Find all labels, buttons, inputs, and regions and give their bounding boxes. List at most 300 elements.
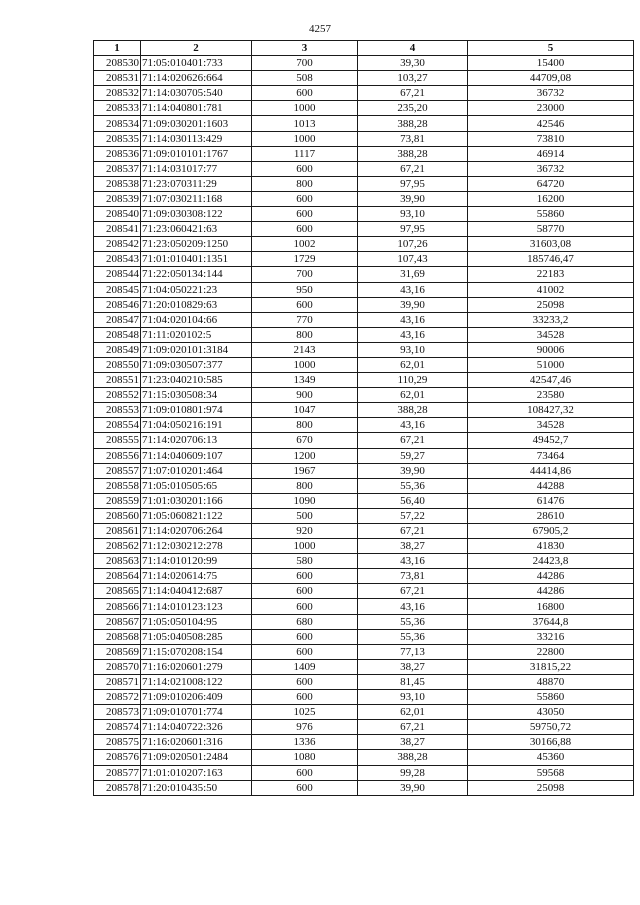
table-cell-col-2: 71:05:050104:95: [141, 614, 252, 629]
table-cell-col-4: 93,10: [358, 342, 468, 357]
table-row: [94, 659, 634, 674]
table-cell-col-2: 71:01:010207:163: [141, 765, 252, 780]
table-row: [94, 101, 634, 116]
column-header-4: 4: [358, 41, 468, 56]
table-row: [94, 418, 634, 433]
table-cell-col-1: 208551: [94, 373, 141, 388]
table-row: [94, 161, 634, 176]
table-cell-col-2: 71:22:050134:144: [141, 267, 252, 282]
table-cell-col-2: 71:16:020601:316: [141, 735, 252, 750]
table-cell-col-4: 97,95: [358, 222, 468, 237]
column-header-5: 5: [468, 41, 634, 56]
table-cell-col-1: 208534: [94, 116, 141, 131]
table-cell-col-2: 71:05:060821:122: [141, 508, 252, 523]
table-row: [94, 146, 634, 161]
table-cell-col-1: 208547: [94, 312, 141, 327]
data-table: [93, 40, 634, 796]
table-row: [94, 357, 634, 372]
table-row: [94, 71, 634, 86]
table-cell-col-2: 71:14:040722:326: [141, 720, 252, 735]
table-cell-col-1: 208567: [94, 614, 141, 629]
table-cell-col-2: 71:14:030705:540: [141, 86, 252, 101]
table-cell-col-4: 55,36: [358, 614, 468, 629]
table-cell-col-5: 51000: [468, 357, 634, 372]
table-cell-col-2: 71:09:030201:1603: [141, 116, 252, 131]
table-cell-col-4: 93,10: [358, 690, 468, 705]
table-cell-col-2: 71:05:010505:65: [141, 478, 252, 493]
table-row: [94, 342, 634, 357]
table-cell-col-4: 39,90: [358, 191, 468, 206]
table-cell-col-3: 920: [252, 524, 358, 539]
table-cell-col-5: 59568: [468, 765, 634, 780]
table-cell-col-3: 950: [252, 282, 358, 297]
table-cell-col-3: 600: [252, 86, 358, 101]
table-row: [94, 373, 634, 388]
table-cell-col-4: 388,28: [358, 403, 468, 418]
table-cell-col-3: 600: [252, 674, 358, 689]
table-cell-col-1: 208577: [94, 765, 141, 780]
table-cell-col-3: 800: [252, 176, 358, 191]
table-row: [94, 690, 634, 705]
table-cell-col-2: 71:14:040801:781: [141, 101, 252, 116]
table-row: [94, 56, 634, 71]
table-cell-col-2: 71:01:030201:166: [141, 493, 252, 508]
table-cell-col-4: 73,81: [358, 131, 468, 146]
table-cell-col-2: 71:14:010120:99: [141, 554, 252, 569]
table-cell-col-4: 67,21: [358, 584, 468, 599]
table-cell-col-3: 800: [252, 327, 358, 342]
table-cell-col-5: 33233,2: [468, 312, 634, 327]
table-cell-col-4: 57,22: [358, 508, 468, 523]
table-cell-col-3: 1349: [252, 373, 358, 388]
table-cell-col-5: 34528: [468, 327, 634, 342]
table-row: [94, 312, 634, 327]
column-header-1: 1: [94, 41, 141, 56]
table-cell-col-1: 208535: [94, 131, 141, 146]
table-row: [94, 720, 634, 735]
table-cell-col-1: 208559: [94, 493, 141, 508]
table-row: [94, 282, 634, 297]
table-cell-col-2: 71:09:030507:377: [141, 357, 252, 372]
table-cell-col-3: 1117: [252, 146, 358, 161]
table-cell-col-2: 71:07:030211:168: [141, 191, 252, 206]
table-cell-col-3: 1967: [252, 463, 358, 478]
table-row: [94, 463, 634, 478]
table-cell-col-1: 208554: [94, 418, 141, 433]
table-cell-col-3: 680: [252, 614, 358, 629]
table-cell-col-5: 22183: [468, 267, 634, 282]
table-row: [94, 448, 634, 463]
table-cell-col-2: 71:09:020101:3184: [141, 342, 252, 357]
table-cell-col-4: 55,36: [358, 478, 468, 493]
table-cell-col-5: 22800: [468, 644, 634, 659]
table-row: [94, 644, 634, 659]
table-cell-col-5: 37644,8: [468, 614, 634, 629]
table-cell-col-1: 208543: [94, 252, 141, 267]
table-cell-col-3: 1729: [252, 252, 358, 267]
table-row: [94, 222, 634, 237]
table-cell-col-1: 208548: [94, 327, 141, 342]
table-cell-col-3: 700: [252, 56, 358, 71]
table-cell-col-4: 43,16: [358, 312, 468, 327]
table-cell-col-5: 36732: [468, 161, 634, 176]
column-header-3: 3: [252, 41, 358, 56]
table-cell-col-4: 67,21: [358, 433, 468, 448]
table-cell-col-4: 388,28: [358, 146, 468, 161]
table-cell-col-4: 39,30: [358, 56, 468, 71]
table-cell-col-5: 185746,47: [468, 252, 634, 267]
table-cell-col-5: 15400: [468, 56, 634, 71]
table-cell-col-1: 208562: [94, 539, 141, 554]
table-cell-col-5: 25098: [468, 780, 634, 795]
table-cell-col-2: 71:15:030508:34: [141, 388, 252, 403]
table-cell-col-4: 62,01: [358, 388, 468, 403]
table-cell-col-2: 71:09:010701:774: [141, 705, 252, 720]
table-row: [94, 569, 634, 584]
table-cell-col-4: 73,81: [358, 569, 468, 584]
table-cell-col-2: 71:16:020601:279: [141, 659, 252, 674]
table-cell-col-1: 208540: [94, 207, 141, 222]
table-cell-col-4: 38,27: [358, 659, 468, 674]
table-cell-col-2: 71:20:010435:50: [141, 780, 252, 795]
table-cell-col-3: 1047: [252, 403, 358, 418]
table-row: [94, 267, 634, 282]
table-cell-col-1: 208571: [94, 674, 141, 689]
table-cell-col-1: 208565: [94, 584, 141, 599]
table-row: [94, 388, 634, 403]
table-cell-col-1: 208542: [94, 237, 141, 252]
table-cell-col-3: 800: [252, 478, 358, 493]
table-cell-col-1: 208541: [94, 222, 141, 237]
table-body: [94, 56, 634, 796]
table-cell-col-5: 41830: [468, 539, 634, 554]
table-cell-col-4: 43,16: [358, 554, 468, 569]
table-cell-col-1: 208539: [94, 191, 141, 206]
table-cell-col-5: 16200: [468, 191, 634, 206]
table-cell-col-3: 600: [252, 222, 358, 237]
table-row: [94, 131, 634, 146]
table-cell-col-2: 71:14:031017:77: [141, 161, 252, 176]
table-row: [94, 297, 634, 312]
table-cell-col-1: 208530: [94, 56, 141, 71]
table-cell-col-1: 208574: [94, 720, 141, 735]
table-row: [94, 599, 634, 614]
table-cell-col-1: 208531: [94, 71, 141, 86]
table-cell-col-5: 108427,32: [468, 403, 634, 418]
table-row: [94, 584, 634, 599]
table-cell-col-4: 67,21: [358, 161, 468, 176]
table-cell-col-5: 25098: [468, 297, 634, 312]
table-cell-col-3: 580: [252, 554, 358, 569]
table-cell-col-4: 99,28: [358, 765, 468, 780]
table-cell-col-3: 600: [252, 191, 358, 206]
table-cell-col-2: 71:23:060421:63: [141, 222, 252, 237]
table-cell-col-4: 107,26: [358, 237, 468, 252]
table-cell-col-3: 600: [252, 584, 358, 599]
table-cell-col-4: 81,45: [358, 674, 468, 689]
table-cell-col-4: 103,27: [358, 71, 468, 86]
table-cell-col-3: 600: [252, 629, 358, 644]
table-cell-col-1: 208537: [94, 161, 141, 176]
table-cell-col-5: 64720: [468, 176, 634, 191]
table-cell-col-5: 23000: [468, 101, 634, 116]
table-cell-col-3: 508: [252, 71, 358, 86]
table-cell-col-5: 43050: [468, 705, 634, 720]
table-cell-col-1: 208536: [94, 146, 141, 161]
table-cell-col-3: 1080: [252, 750, 358, 765]
table-cell-col-5: 73464: [468, 448, 634, 463]
table-row: [94, 433, 634, 448]
table-row: [94, 86, 634, 101]
table-cell-col-5: 59750,72: [468, 720, 634, 735]
table-cell-col-4: 67,21: [358, 524, 468, 539]
table-cell-col-3: 1000: [252, 101, 358, 116]
table-cell-col-3: 700: [252, 267, 358, 282]
table-row: [94, 327, 634, 342]
table-cell-col-2: 71:12:030212:278: [141, 539, 252, 554]
table-row: [94, 403, 634, 418]
table-cell-col-1: 208560: [94, 508, 141, 523]
table-cell-col-4: 388,28: [358, 116, 468, 131]
table-cell-col-3: 1000: [252, 357, 358, 372]
table-cell-col-5: 55860: [468, 207, 634, 222]
table-cell-col-3: 600: [252, 690, 358, 705]
table-cell-col-1: 208570: [94, 659, 141, 674]
table-cell-col-2: 71:14:020706:264: [141, 524, 252, 539]
table-cell-col-5: 28610: [468, 508, 634, 523]
table-cell-col-4: 43,16: [358, 599, 468, 614]
table-row: [94, 750, 634, 765]
table-cell-col-2: 71:09:020501:2484: [141, 750, 252, 765]
column-header-2: 2: [141, 41, 252, 56]
table-row: [94, 237, 634, 252]
table-cell-col-1: 208532: [94, 86, 141, 101]
table-cell-col-5: 42546: [468, 116, 634, 131]
table-cell-col-3: 670: [252, 433, 358, 448]
table-cell-col-3: 1336: [252, 735, 358, 750]
table-cell-col-1: 208550: [94, 357, 141, 372]
table-cell-col-2: 71:04:050216:191: [141, 418, 252, 433]
table-cell-col-3: 600: [252, 207, 358, 222]
table-cell-col-5: 45360: [468, 750, 634, 765]
table-cell-col-5: 36732: [468, 86, 634, 101]
table-cell-col-4: 107,43: [358, 252, 468, 267]
table-cell-col-3: 976: [252, 720, 358, 735]
table-cell-col-4: 39,90: [358, 780, 468, 795]
table-cell-col-4: 43,16: [358, 418, 468, 433]
table-row: [94, 554, 634, 569]
table-cell-col-5: 31815,22: [468, 659, 634, 674]
table-cell-col-1: 208568: [94, 629, 141, 644]
table-cell-col-2: 71:04:050221:23: [141, 282, 252, 297]
table-row: [94, 478, 634, 493]
table-cell-col-1: 208575: [94, 735, 141, 750]
table-cell-col-2: 71:14:040412:687: [141, 584, 252, 599]
table-cell-col-2: 71:04:020104:66: [141, 312, 252, 327]
table-cell-col-1: 208552: [94, 388, 141, 403]
table-cell-col-4: 38,27: [358, 735, 468, 750]
table-cell-col-2: 71:23:050209:1250: [141, 237, 252, 252]
table-cell-col-2: 71:23:070311:29: [141, 176, 252, 191]
table-cell-col-5: 73810: [468, 131, 634, 146]
table-cell-col-1: 208573: [94, 705, 141, 720]
table-cell-col-2: 71:09:010206:409: [141, 690, 252, 705]
table-cell-col-2: 71:14:030113:429: [141, 131, 252, 146]
table-cell-col-1: 208546: [94, 297, 141, 312]
table-cell-col-5: 44286: [468, 569, 634, 584]
page-number: 4257: [309, 23, 331, 35]
table-cell-col-2: 71:14:020614:75: [141, 569, 252, 584]
table-cell-col-1: 208549: [94, 342, 141, 357]
table-row: [94, 614, 634, 629]
table-cell-col-1: 208576: [94, 750, 141, 765]
table-cell-col-4: 110,29: [358, 373, 468, 388]
table-row: [94, 780, 634, 795]
table-cell-col-3: 1013: [252, 116, 358, 131]
table-row: [94, 176, 634, 191]
table-row: [94, 765, 634, 780]
table-cell-col-2: 71:09:030308:122: [141, 207, 252, 222]
table-cell-col-1: 208555: [94, 433, 141, 448]
table-cell-col-2: 71:01:010401:1351: [141, 252, 252, 267]
table-cell-col-2: 71:14:020706:13: [141, 433, 252, 448]
table-cell-col-4: 31,69: [358, 267, 468, 282]
table-cell-col-4: 77,13: [358, 644, 468, 659]
table-cell-col-1: 208538: [94, 176, 141, 191]
table-row: [94, 705, 634, 720]
table-row: [94, 508, 634, 523]
table-cell-col-2: 71:09:010801:974: [141, 403, 252, 418]
table-cell-col-4: 39,90: [358, 463, 468, 478]
table-cell-col-1: 208564: [94, 569, 141, 584]
table-cell-col-5: 31603,08: [468, 237, 634, 252]
table-header-row: [94, 41, 634, 56]
table-row: [94, 191, 634, 206]
table-cell-col-3: 600: [252, 297, 358, 312]
table-cell-col-5: 33216: [468, 629, 634, 644]
table-cell-col-1: 208544: [94, 267, 141, 282]
table-cell-col-2: 71:20:010829:63: [141, 297, 252, 312]
table-cell-col-3: 600: [252, 569, 358, 584]
table-cell-col-3: 1200: [252, 448, 358, 463]
table-cell-col-2: 71:14:021008:122: [141, 674, 252, 689]
table-cell-col-1: 208561: [94, 524, 141, 539]
table-cell-col-3: 800: [252, 418, 358, 433]
table-cell-col-5: 41002: [468, 282, 634, 297]
table-row: [94, 116, 634, 131]
table-cell-col-5: 30166,88: [468, 735, 634, 750]
table-cell-col-3: 1000: [252, 131, 358, 146]
table-cell-col-2: 71:11:020102:5: [141, 327, 252, 342]
table-cell-col-4: 56,40: [358, 493, 468, 508]
table-cell-col-5: 44286: [468, 584, 634, 599]
table-cell-col-5: 44709,08: [468, 71, 634, 86]
table-cell-col-2: 71:14:020626:664: [141, 71, 252, 86]
table-cell-col-5: 67905,2: [468, 524, 634, 539]
table-cell-col-3: 600: [252, 599, 358, 614]
table-cell-col-3: 1000: [252, 539, 358, 554]
table-cell-col-3: 600: [252, 644, 358, 659]
table-cell-col-1: 208553: [94, 403, 141, 418]
table-cell-col-5: 55860: [468, 690, 634, 705]
table-cell-col-1: 208569: [94, 644, 141, 659]
table-row: [94, 524, 634, 539]
table-cell-col-5: 44288: [468, 478, 634, 493]
table-cell-col-4: 67,21: [358, 86, 468, 101]
table-cell-col-4: 38,27: [358, 539, 468, 554]
table-cell-col-4: 59,27: [358, 448, 468, 463]
table-cell-col-3: 600: [252, 780, 358, 795]
table-cell-col-1: 208578: [94, 780, 141, 795]
table-cell-col-5: 48870: [468, 674, 634, 689]
table-cell-col-3: 1025: [252, 705, 358, 720]
table-cell-col-4: 235,20: [358, 101, 468, 116]
table-cell-col-4: 55,36: [358, 629, 468, 644]
table-cell-col-1: 208533: [94, 101, 141, 116]
table-cell-col-4: 388,28: [358, 750, 468, 765]
table-cell-col-4: 93,10: [358, 207, 468, 222]
table-cell-col-2: 71:07:010201:464: [141, 463, 252, 478]
table-row: [94, 252, 634, 267]
table-cell-col-1: 208563: [94, 554, 141, 569]
table-cell-col-5: 24423,8: [468, 554, 634, 569]
table-cell-col-5: 46914: [468, 146, 634, 161]
table-cell-col-2: 71:23:040210:585: [141, 373, 252, 388]
table-cell-col-5: 23580: [468, 388, 634, 403]
table-cell-col-2: 71:09:010101:1767: [141, 146, 252, 161]
table-cell-col-2: 71:15:070208:154: [141, 644, 252, 659]
table-cell-col-1: 208556: [94, 448, 141, 463]
table-cell-col-2: 71:05:010401:733: [141, 56, 252, 71]
table-cell-col-1: 208557: [94, 463, 141, 478]
table-row: [94, 493, 634, 508]
table-cell-col-5: 90006: [468, 342, 634, 357]
table-cell-col-4: 62,01: [358, 705, 468, 720]
table-cell-col-5: 34528: [468, 418, 634, 433]
table-cell-col-1: 208545: [94, 282, 141, 297]
table-cell-col-2: 71:14:010123:123: [141, 599, 252, 614]
table-cell-col-2: 71:05:040508:285: [141, 629, 252, 644]
table-cell-col-4: 39,90: [358, 297, 468, 312]
table-cell-col-3: 900: [252, 388, 358, 403]
table-cell-col-4: 62,01: [358, 357, 468, 372]
table-cell-col-3: 770: [252, 312, 358, 327]
table-row: [94, 629, 634, 644]
table-cell-col-3: 1002: [252, 237, 358, 252]
table-cell-col-1: 208572: [94, 690, 141, 705]
table-cell-col-4: 97,95: [358, 176, 468, 191]
table-cell-col-4: 43,16: [358, 282, 468, 297]
table-row: [94, 735, 634, 750]
table-cell-col-5: 44414,86: [468, 463, 634, 478]
table-cell-col-5: 42547,46: [468, 373, 634, 388]
table-cell-col-5: 16800: [468, 599, 634, 614]
table-cell-col-1: 208558: [94, 478, 141, 493]
table-cell-col-5: 61476: [468, 493, 634, 508]
table-cell-col-4: 67,21: [358, 720, 468, 735]
table-cell-col-5: 58770: [468, 222, 634, 237]
table-cell-col-3: 1409: [252, 659, 358, 674]
table-row: [94, 539, 634, 554]
table-cell-col-3: 600: [252, 765, 358, 780]
table-cell-col-3: 1090: [252, 493, 358, 508]
table-cell-col-1: 208566: [94, 599, 141, 614]
table-cell-col-3: 500: [252, 508, 358, 523]
table-row: [94, 207, 634, 222]
table-cell-col-5: 49452,7: [468, 433, 634, 448]
table-cell-col-3: 2143: [252, 342, 358, 357]
table-row: [94, 674, 634, 689]
